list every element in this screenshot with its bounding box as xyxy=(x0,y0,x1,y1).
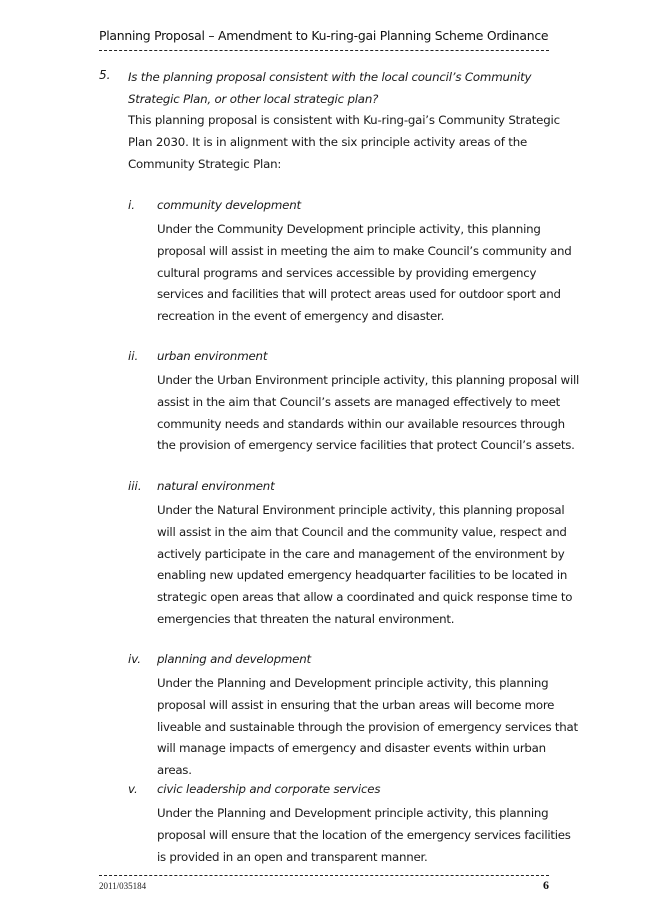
list-item-body: Under the Planning and Development principle activity, this planning proposal will assist in ensuring that the urban areas will become more liveable and sustainable through the provision of emergency services that will manage impacts of emergency and disaster events within urban areas. xyxy=(157,676,578,778)
question-answer-intro: This planning proposal is consistent with Ku-ring-gai’s Community Strategic Plan 2030. It is in alignment with the six principle activity areas of the Community Strategic Plan: xyxy=(128,113,560,171)
question-text: Is the planning proposal consistent with the local council’s Community Strategic Plan, or other local strategic plan? xyxy=(128,70,532,106)
list-item-body: Under the Urban Environment principle activity, this planning proposal will assist in the aim that Council’s assets are managed effectively to meet community needs and standards within our available resources through the provision of emergency service facilities that protect Council’s assets. xyxy=(157,373,580,453)
list-item-body: Under the Natural Environment principle activity, this planning proposal will assist in the aim that Council and the community value, respect and actively participate in the care and management of the environment by enabling new updated emergency headquarter facilities to be located in strategic open areas that allow a coordinated and quick response time to emergencies that threaten the natural environment. xyxy=(157,503,573,626)
header-divider xyxy=(99,50,549,51)
list-item-title: natural environment xyxy=(157,479,275,493)
list-item-numeral: iii. xyxy=(128,479,142,493)
list-item-numeral: iv. xyxy=(128,652,142,666)
list-item-title: civic leadership and corporate services xyxy=(157,782,381,796)
list-item-title: urban environment xyxy=(157,349,268,363)
list-item-body: Under the Planning and Development principle activity, this planning proposal will ensure that the location of the emergency services facilities is provided in an open and transparent manner. xyxy=(157,806,571,864)
question-number: 5. xyxy=(99,68,111,82)
page-header-title: Planning Proposal – Amendment to Ku-ring-gai Planning Scheme Ordinance xyxy=(99,28,549,43)
list-item-numeral: ii. xyxy=(128,349,139,363)
footer-divider xyxy=(99,875,549,876)
list-item-numeral: v. xyxy=(128,782,138,796)
list-item-title: community development xyxy=(157,198,301,212)
list-item-numeral: i. xyxy=(128,198,136,212)
page-number: 6 xyxy=(543,878,549,892)
document-reference-number: 2011/035184 xyxy=(99,881,147,891)
list-item-title: planning and development xyxy=(157,652,311,666)
list-item-body: Under the Community Development principle activity, this planning proposal will assist in meeting the aim to make Council’s community and cultural programs and services accessible by providing emergency services and facilities that will protect areas used for outdoor sport and recreation in the event of emergency and disaster. xyxy=(157,222,572,324)
